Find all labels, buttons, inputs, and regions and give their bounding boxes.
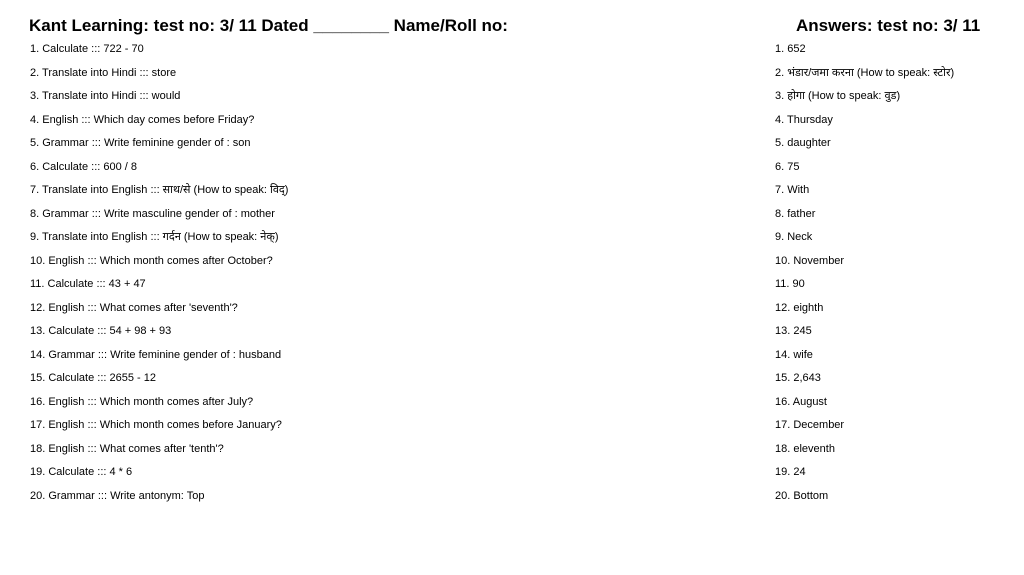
question-item: 20. Grammar ::: Write antonym: Top <box>30 489 205 502</box>
answer-item: 8. father <box>775 207 816 220</box>
question-item: 8. Grammar ::: Write masculine gender of : mother <box>30 207 275 220</box>
answer-item: 5. daughter <box>775 137 831 149</box>
answer-item: 16. August <box>775 395 827 408</box>
question-item: 14. Grammar ::: Write feminine gender of : husband <box>30 348 282 361</box>
question-item: 19. Calculate ::: 4 * 6 <box>30 466 133 478</box>
question-item: 2. Translate into Hindi ::: store <box>30 66 177 79</box>
answer-item: 7. With <box>775 184 810 196</box>
question-item: 10. English ::: Which month comes after October? <box>30 254 273 267</box>
question-item: 17. English ::: Which month comes before January? <box>30 419 282 431</box>
answer-item: 6. 75 <box>775 160 800 173</box>
answers-title: Answers: test no: 3/ 11 <box>796 16 981 35</box>
answer-item: 3. होगा (How to speak: वुड) <box>775 90 901 102</box>
answer-item: 12. eighth <box>775 301 824 314</box>
answer-item: 4. Thursday <box>775 113 833 126</box>
answer-item: 11. 90 <box>775 278 805 290</box>
question-item: 13. Calculate ::: 54 + 98 + 93 <box>30 325 172 337</box>
question-item: 6. Calculate ::: 600 / 8 <box>30 160 138 173</box>
question-item: 11. Calculate ::: 43 + 47 <box>30 278 146 290</box>
answer-item: 2. भंडार/जमा करना (How to speak: स्टोर) <box>775 66 955 79</box>
question-item: 4. English ::: Which day comes before Friday? <box>30 113 255 126</box>
answer-item: 10. November <box>775 254 845 267</box>
answer-list <box>775 41 965 511</box>
answer-item: 14. wife <box>775 348 813 361</box>
question-item: 18. English ::: What comes after 'tenth'? <box>30 442 224 455</box>
answer-item: 15. 2,643 <box>775 372 821 384</box>
question-item: 3. Translate into Hindi ::: would <box>30 90 181 102</box>
question-item: 12. English ::: What comes after 'seventh'? <box>30 301 238 314</box>
question-list <box>30 41 730 511</box>
answer-item: 18. eleventh <box>775 442 835 455</box>
question-item: 9. Translate into English ::: गर्दन (How to speak: नेक्) <box>30 231 279 243</box>
answer-item: 19. 24 <box>775 466 806 478</box>
answer-item: 9. Neck <box>775 231 813 243</box>
answer-item: 13. 245 <box>775 325 812 337</box>
question-item: 7. Translate into English ::: साथ/से (How to speak: विद्) <box>30 184 289 196</box>
question-item: 5. Grammar ::: Write feminine gender of : son <box>30 137 251 149</box>
question-item: 15. Calculate ::: 2655 - 12 <box>30 372 156 384</box>
question-item: 16. English ::: Which month comes after July? <box>30 395 254 408</box>
answer-item: 1. 652 <box>775 43 806 55</box>
answer-item: 20. Bottom <box>775 489 829 502</box>
question-item: 1. Calculate ::: 722 - 70 <box>30 43 144 55</box>
answer-item: 17. December <box>775 419 845 431</box>
test-title: Kant Learning: test no: 3/ 11 Dated ________ Name/Roll no: <box>29 16 508 35</box>
